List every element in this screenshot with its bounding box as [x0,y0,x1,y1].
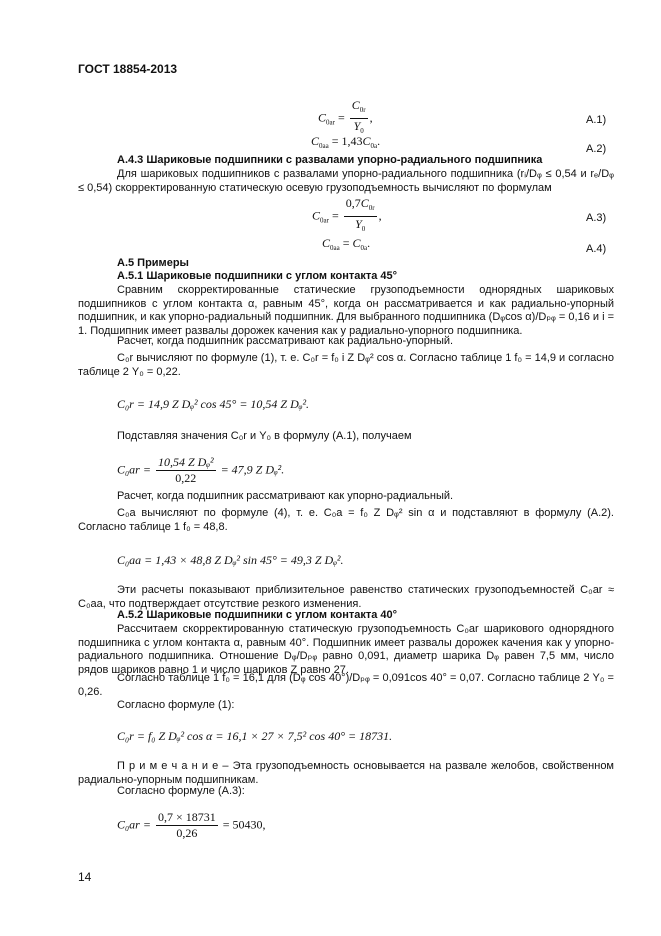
fraction: $\frac{C_{0r}}{Y_0}$ [351,98,366,135]
section-heading-a43: A.4.3 Шариковые подшипники с развалами упорно-радиального подшипника [117,154,543,166]
formula-c0ar-example: C₀ar = $\frac{\text{10,54 Z Dᵩ²}}{0,22}$ = 47,9 Z Dᵩ². [117,455,285,485]
equation-number-a4: A.4) [586,243,607,255]
note-text: – Эта грузоподъемность основывается на развале желобов, свойственном радиально-упорным подшипникам. [78,760,614,786]
paragraph: Рассчитаем скорректированную статическую грузоподъемность C₀ar шарикового однорядного подшипника с углом контакта α, равным 40°. Подшипник имеет развалы дорожек качения как у упорно-радиального подшипника. Отношение Dᵩ/Dₚᵩ равно 0,091, диаметр шарика Dᵩ равен 7,5 мм, число рядов шариков равно 1 и число шариков Z равно 27. [78,623,614,676]
equation-number-a3: A.3) [586,212,607,224]
paragraph: C₀a вычисляют по формуле (4), т. е. C₀a = f₀ Z Dᵩ² sin α и подставляют в формулу (A.2). Согласно таблице 1 f₀ = 48,8. [78,507,614,533]
paragraph: Подставляя значения C₀r и Y₀ в формулу (A.1), получаем [117,430,412,442]
document-header: ГОСТ 18854-2013 [78,62,178,76]
section-heading-a51: A.5.1 Шариковые подшипники с углом контакта 45° [117,270,398,282]
equation-number-a1: A.1) [586,114,607,126]
fraction: $\frac{\text{10,54 Z Dᵩ²}}{0,22}$ [157,455,214,485]
section-heading-a5: A.5 Примеры [117,257,189,269]
note-paragraph [78,760,614,787]
paragraph: Эти расчеты показывают приблизительное равенство статических грузоподъемностей C₀ar ≈ C₀aa, что подтверждает отсутствие резкого изменения. [78,584,614,610]
paragraph: C₀r вычисляют по формуле (1), т. е. C₀r = f₀ i Z Dᵩ² cos α. Согласно таблице 1 f₀ = 14,9 и согласно таблице 2 Y₀ = 0,22. [78,352,614,378]
formula-c0r-45: C₀r = 14,9 Z Dᵩ² cos 45° = 10,54 Z Dᵩ². [117,397,310,411]
equation-number-a2: A.2) [586,143,607,155]
formula-a4: $C_{0aa} = C_{0a}$. [322,236,371,252]
paragraph: Согласно формуле (A.3): [117,785,245,797]
formula-a1: $C_{0ar}$ = $\frac{C_{0r}}{Y_0}$ , [318,98,373,139]
fraction: $\frac{0,7 \times 18731}{0,26}$ [157,810,216,840]
formula-c0aa-45: C₀aa = 1,43 × 48,8 Z Dᵩ² sin 45° = 49,3 Z Dᵩ². [117,553,344,567]
formula-c0ar-result: C₀ar = $\frac{0,7 \times 18731}{0,26}$ = 50430, [117,810,266,840]
formula-a2: $C_{0aa} = 1,43C_{0a}$. [311,134,381,150]
paragraph: Согласно таблице 1 f₀ = 16,1 для (Dᵩ cos 40°)/Dₚᵩ = 0,091cos 40° = 0,07. Согласно таблице 2 Y₀ = 0,26. [78,672,614,698]
formula-c0r-40: C₀r = f₀ Z Dᵩ² cos α = 16,1 × 27 × 7,5² cos 40° = 18731. [117,729,393,743]
section-heading-a52: A.5.2 Шариковые подшипники с углом контакта 40° [117,609,398,621]
paragraph: Согласно формуле (1): [117,699,235,711]
note-label: П р и м е ч а н и е [117,760,219,772]
paragraph: Сравним скорректированные статические грузоподъемности однорядных шариковых подшипников с углом контакта α, равным 45°, когда он рассматривается и как радиально-упорный подшипник, и как упорно-радиальный подшипник. Для выбранного подшипника (Dᵩcos α)/Dₚᵩ = 0,16 и i = 1. Подшипник имеет развалы дорожек качения как у радиально-упорного подшипника. [78,284,614,337]
fraction: $\frac{0,7C_{0r}}{Y_0}$ [345,196,375,233]
paragraph: Расчет, когда подшипник рассматривают как упорно-радиальный. [117,490,454,502]
paragraph: Расчет, когда подшипник рассматривают как радиально-упорный. [117,335,454,347]
formula-a3: $C_{0ar}$ = $\frac{0,7C_{0r}}{Y_0}$ , [312,196,382,237]
paragraph: Для шариковых подшипников с развалами упорно-радиального подшипника (rᵢ/Dᵩ ≤ 0,54 и rₑ/Dᵩ ≤ 0,54) скорректированную статическую осевую грузоподъемность вычисляют по формулам [78,168,614,194]
page-number: 14 [78,870,92,884]
